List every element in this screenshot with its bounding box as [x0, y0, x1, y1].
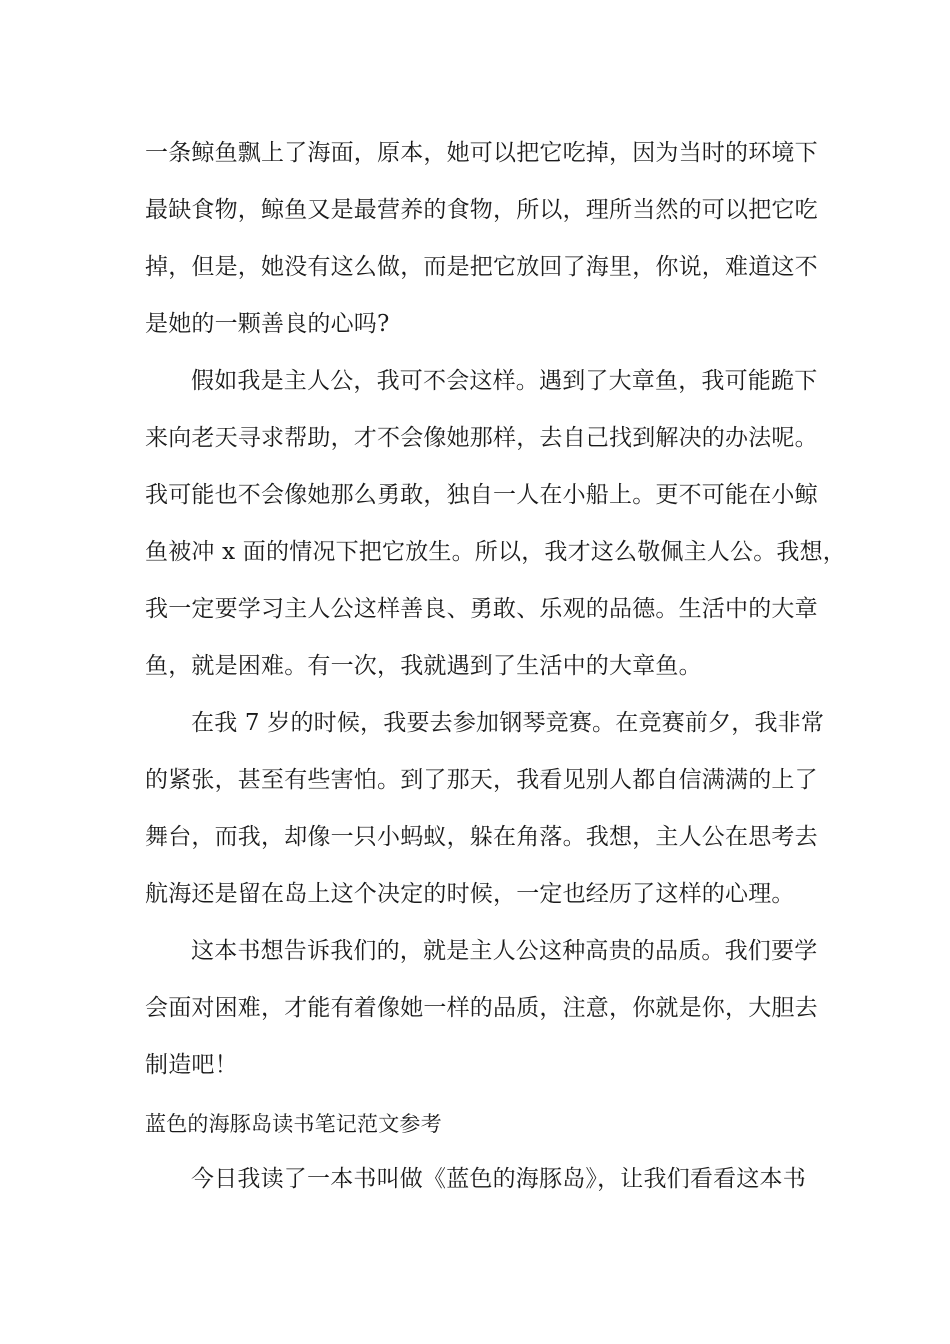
text-line: 来向老天寻求帮助，才不会像她那样，去自己找到解决的办法呢。: [145, 425, 818, 451]
text-line: 舞台，而我，却像一只小蚂蚁，躲在角落。我想，主人公在思考去: [145, 824, 818, 850]
text-line: 是她的一颗善良的心吗?: [145, 311, 390, 337]
text-line: 鱼被冲 x 面的情况下把它放生。所以，我才这么敬佩主人公。我想，: [145, 539, 846, 565]
text-line: 制造吧！: [145, 1052, 238, 1078]
text-line: 航海还是留在岛上这个决定的时候，一定也经历了这样的心理。: [145, 881, 795, 907]
paragraph-start-line: 今日我读了一本书叫做《蓝色的海豚岛》，让我们看看这本书: [191, 1166, 806, 1192]
text-line: 的紧张，甚至有些害怕。到了那天，我看见别人都自信满满的上了: [145, 767, 818, 793]
text-line: 掉，但是，她没有这么做，而是把它放回了海里，你说，难道这不: [145, 254, 818, 280]
paragraph-start-line: 这本书想告诉我们的，就是主人公这种高贵的品质。我们要学: [191, 938, 818, 964]
section-heading: 蓝色的海豚岛读书笔记范文参考: [145, 1112, 442, 1136]
text-line: 一条鲸鱼飘上了海面，原本，她可以把它吃掉，因为当时的环境下: [145, 140, 818, 166]
text-line: 鱼，就是困难。有一次，我就遇到了生活中的大章鱼。: [145, 653, 702, 679]
text-line: 我一定要学习主人公这样善良、勇敢、乐观的品德。生活中的大章: [145, 596, 818, 622]
text-line: 会面对困难，才能有着像她一样的品质，注意，你就是你，大胆去: [145, 995, 818, 1021]
paragraph-start-line: 假如我是主人公，我可不会这样。遇到了大章鱼，我可能跪下: [191, 368, 818, 394]
paragraph-start-line: 在我 7 岁的时候，我要去参加钢琴竞赛。在竞赛前夕，我非常: [191, 710, 825, 736]
text-line: 最缺食物，鲸鱼又是最营养的食物，所以，理所当然的可以把它吃: [145, 197, 818, 223]
text-line: 我可能也不会像她那么勇敢，独自一人在小船上。更不可能在小鲸: [145, 482, 818, 508]
